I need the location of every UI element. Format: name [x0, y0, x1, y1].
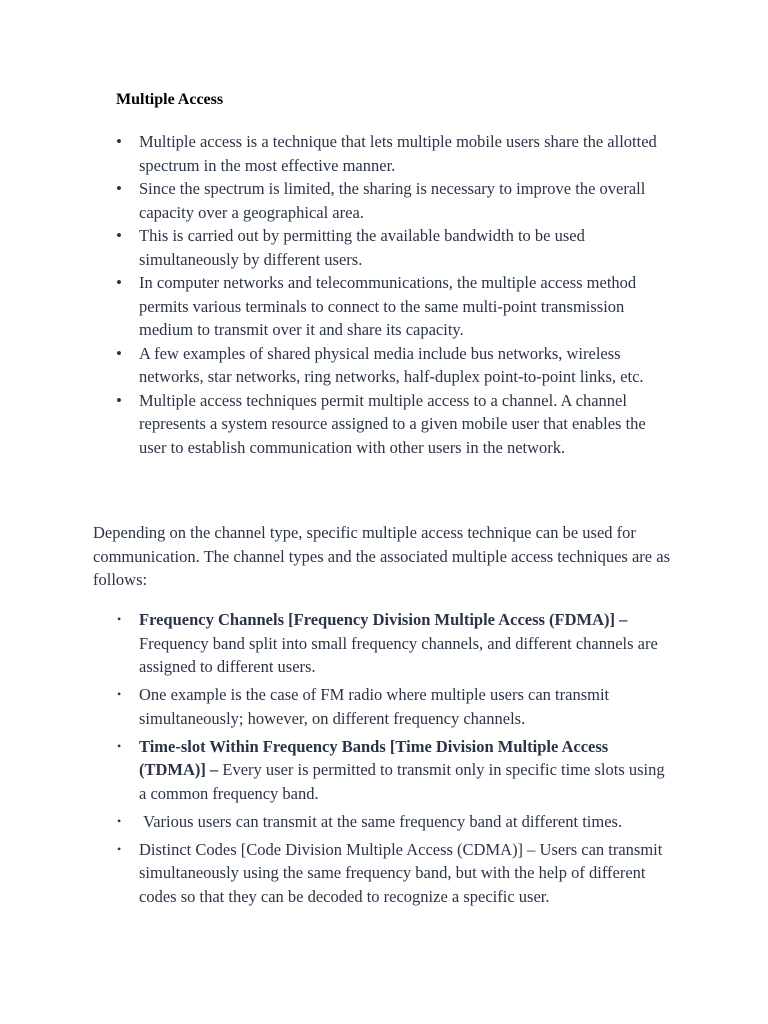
section-heading: Multiple Access — [116, 91, 224, 108]
list-item: • This is carried out by permitting the available bandwidth to be used simultaneously by different users. — [116, 224, 676, 271]
list-item-bold-term: Frequency Channels [Frequency Division Multiple Access (FDMA)] – — [139, 610, 628, 629]
list-item-text: Various users can transmit at the same frequency band at different times. — [139, 811, 623, 831]
list-item: • Since the spectrum is limited, the sharing is necessary to improve the overall capacity over a geographical area. — [116, 177, 676, 224]
list-item-text: Frequency band split into small frequency channels, and different channels are assigned to different users. — [139, 633, 658, 676]
list-item-text: Every user is permitted to transmit only in specific time slots using a common frequency band. — [139, 760, 665, 803]
list-item — [116, 735, 676, 806]
list-item: • In computer networks and telecommunications, the multiple access method permits various terminals to connect to the same multi-point transmission medium to transmit over it and share its capacity. — [116, 271, 676, 342]
list-item: • Multiple access is a technique that lets multiple mobile users share the allotted spectrum in the most effective manner. — [116, 130, 676, 177]
list-item-text: One example is the case of FM radio where multiple users can transmit simultaneously; however, on different frequency channels. — [139, 685, 610, 728]
list-item — [116, 683, 676, 730]
list-item-bold-term: Time-slot Within Frequency Bands [Time Division Multiple Access (TDMA)] – — [139, 736, 609, 779]
list-item — [116, 838, 676, 909]
list-item: • Multiple access techniques permit multiple access to a channel. A channel represents a system resource assigned to a given mobile user that enables the user to establish communication with other users in the network. — [116, 389, 676, 460]
list-item — [116, 810, 676, 834]
bullet-list-overview — [116, 130, 676, 459]
list-item-text: Distinct Codes [Code Division Multiple Access (CDMA)] – Users can transmit simultaneously using the same frequency band, but with the help of different codes so that they can be decoded to recognize a specific user. — [139, 839, 663, 906]
list-item: • A few examples of shared physical media include bus networks, wireless networks, star networks, ring networks, half-duplex point-to-point links, etc. — [116, 342, 676, 389]
list-item — [116, 608, 676, 679]
intro-paragraph: Depending on the channel type, specific multiple access technique can be used for communication. The channel types and the associated multiple access techniques are as follows: — [93, 523, 670, 589]
bullet-list-channel-types — [116, 608, 676, 913]
